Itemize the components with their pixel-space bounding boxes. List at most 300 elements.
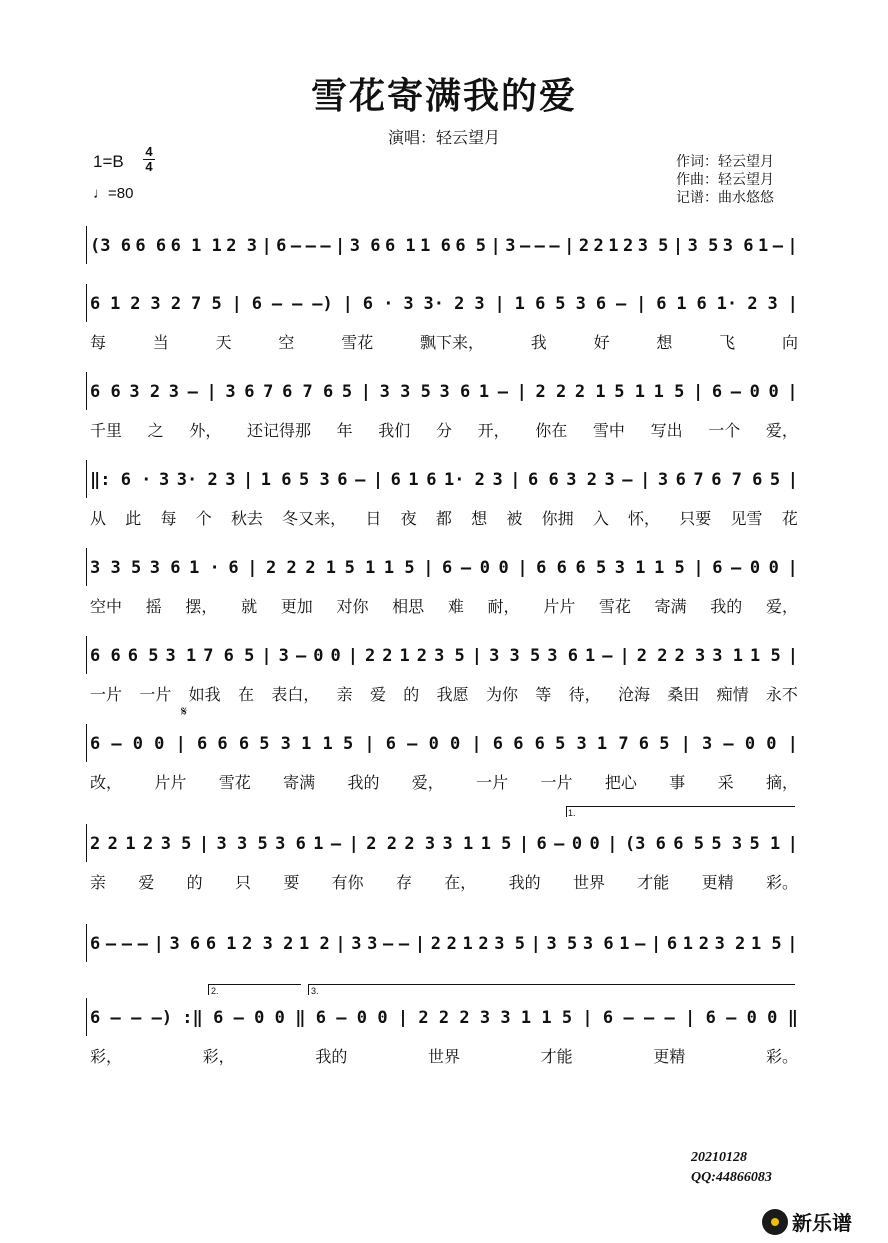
note-group: 1 5 [541,1008,573,1028]
note-group: 6 6 [196,734,228,754]
lyric-word: 寄满 [283,775,316,792]
barline: | [787,470,798,490]
note-group: – [110,1008,121,1028]
note-group: 6 5 [127,646,159,666]
note-group: 1· 2 [716,294,758,314]
note-group: 3 5 [160,834,192,854]
barline: | [348,834,359,854]
barline: | [231,294,242,314]
note-group: 7 6 5 [203,646,255,666]
note-group: 6 [251,294,263,314]
barline: | [680,734,691,754]
watermark-text: 新乐谱 [792,1211,852,1235]
note-group: 1 6 [420,236,451,256]
barline: | [787,382,798,402]
barline: | [685,1008,696,1028]
notation-row [90,378,798,406]
note-group: – [602,646,613,666]
barline-start [86,226,87,264]
note-group: 7 [693,470,704,490]
note-group: 1 [125,834,136,854]
note-group: 7 6 5 [618,734,670,754]
barline-start [86,824,87,862]
lyric-word: 彩。 [765,1049,798,1066]
note-group: – [623,1008,634,1028]
note-group: 6 [385,734,397,754]
lyric-word: 世界 [572,875,605,892]
note-group: 3 5 [546,934,578,954]
note-group: 6 5 [455,236,487,256]
note-group: 2 [365,646,376,666]
notation-row [90,1004,798,1032]
lyric-word: 好 [593,335,610,352]
note-group: 1 [676,294,687,314]
note-group: 6 6 [492,734,524,754]
lyric-word: 等 [535,687,552,704]
lyric-word: 待， [568,687,601,704]
notation-row [90,466,798,494]
note-group: 5 3 [555,294,586,314]
lyric-word: 摘， [765,775,798,792]
lyric-word: 之 [147,423,164,440]
barline: | [247,558,258,578]
lyric-word: 只要 [679,511,712,528]
lyric-word: 片片 [543,599,576,616]
note-group: 2 2 [366,834,397,854]
lyric-word: 你拥 [541,511,574,528]
lyric-word: 沧海 [617,687,650,704]
note-group: 2 [622,236,634,256]
note-group: 6 6 [135,236,167,256]
note-group: 3 3 5 [489,646,541,666]
lyrics-row [90,770,798,793]
note-group: 3 1 [712,646,743,666]
barline: ‖ [295,1008,306,1028]
lyrics-row [90,506,798,529]
barline: | [471,734,482,754]
lyric-word: 彩， [202,1049,235,1066]
lyric-word: 把心 [604,775,637,792]
lyric-word: 我们 [378,423,411,440]
note-group: 2 3 2 [242,934,294,954]
note-group: 3 [158,470,170,490]
note-group: 1 6 [260,470,292,490]
barline: –) :‖ [151,1008,203,1028]
note-group: – [664,1008,675,1028]
barline: | [423,558,434,578]
note-group: 6 [536,834,547,854]
lyric-word: 想 [656,335,673,352]
lyric-word: 为你 [485,687,518,704]
record-disc-icon [762,1209,788,1235]
tempo-marking: ♩=80 [93,185,134,202]
barline: | [651,934,662,954]
note-group: (3 6 [624,834,666,854]
note-group: 1 [399,646,410,666]
volta-label-3: 3. [311,986,319,996]
barline: | [518,834,530,854]
footer-date: 20210128 [691,1150,747,1165]
barline: | [787,734,798,754]
note-group: 6 6 [528,470,559,490]
lyric-word: 都 [435,511,452,528]
note-group: 1 2 [299,934,330,954]
note-group: – [336,1008,347,1028]
note-group: 6 [244,382,255,402]
note-group: 6 [705,1008,716,1028]
note-group: 3 6 [582,934,614,954]
note-group: 1 5 [383,558,415,578]
note-group: 3 3 5 [90,558,142,578]
note-group: 5 [341,382,353,402]
lyric-word: 从 [90,511,107,528]
performer-line: 演唱：轻云望月 [387,130,500,147]
lyric-word: 改， [90,775,123,792]
lyric-word: 我 [530,335,547,352]
note-group: 3 6 [439,382,471,402]
note-group: 1· 2 [443,470,485,490]
note-group: 2 [416,646,428,666]
lyric-word: 爱， [411,775,444,792]
note-group: 2 [90,834,101,854]
note-group: 6 · [362,294,394,314]
barline-start [86,460,87,498]
barline: | [516,382,527,402]
note-group: 3 6 [275,834,306,854]
note-group: 3 [278,646,289,666]
note-group: 0 [744,734,756,754]
note-group: 6 [90,934,101,954]
note-group: 6 6 [536,558,567,578]
note-group: 3 5 [687,236,719,256]
note-group: 3 1 [576,734,608,754]
note-group: 6 7 6 [282,382,334,402]
lyric-word: 每 [160,511,177,528]
note-group: 2 2 [535,382,567,402]
lyric-word: 还记得那 [246,423,311,440]
note-group: 3 3 5 [216,834,268,854]
lyric-word: 我的 [710,599,743,616]
notation-row [90,290,798,318]
note-group: 3· 2 [423,294,465,314]
lyric-word: 年 [336,423,353,440]
note-group: 3 6 [722,236,754,256]
lyric-word: 当 [152,335,169,352]
note-group: 0 [377,1008,388,1028]
note-group: 6 [337,470,348,490]
lyric-word: 我的 [508,875,541,892]
lyric-word: 被 [506,511,523,528]
note-group: 3 5 [494,934,525,954]
lyric-word: 爱， [765,599,798,616]
lyric-word: 天 [215,335,232,352]
note-group: 1 5 [750,934,782,954]
page-title: 雪花寄满我的爱 [310,76,577,117]
lyric-word: 我的 [347,775,380,792]
barline: | [261,236,272,256]
note-group: 5 3 [299,470,330,490]
lyric-word: 爱 [369,687,386,704]
note-group: 6 5 [238,734,270,754]
note-group: 1 [408,470,419,490]
note-group: 6 6 [90,382,121,402]
note-group: 6 [90,734,101,754]
lyrics-row [90,418,798,441]
note-group: – [398,934,410,954]
note-group: – [290,236,302,256]
note-group: 2 [430,934,441,954]
note-group: – [187,382,198,402]
note-group: 5 [769,470,781,490]
site-watermark [762,1207,852,1236]
key-signature: 1=B [93,152,124,171]
note-group: 2 [478,934,489,954]
note-group: – [723,734,734,754]
note-group: 5 3 [711,834,743,854]
note-group: 1 5 [654,558,685,578]
note-group: 2 [698,934,709,954]
time-signature [143,146,155,173]
note-group: 6 [595,294,607,314]
note-group: 2 [382,646,393,666]
lyric-word: 一个 [708,423,741,440]
lyric-word: 更精 [701,875,734,892]
lyrics-row [90,1044,798,1067]
note-group: 0 [749,382,760,402]
barline: | [510,470,521,490]
lyric-word: 采 [717,775,734,792]
lyric-word: 对你 [336,599,369,616]
note-group: 1 [478,382,490,402]
barline: | [261,646,272,666]
note-group: – [726,1008,737,1028]
note-group: – [271,294,283,314]
lyric-word: 桑田 [667,687,700,704]
note-group: 3 1 [614,558,646,578]
note-group: 3 1 [165,646,197,666]
lyric-word: 雪花 [341,335,374,352]
note-group: 3 2 [714,934,746,954]
note-group: 0 [428,734,439,754]
note-group: 6 5 [534,734,566,754]
lyrics-row [90,682,798,705]
volta-bracket-3 [308,984,795,995]
note-group: 0 [767,1008,778,1028]
note-group: – [131,1008,142,1028]
barline: | [198,834,210,854]
note-group: 2 [578,236,590,256]
note-group: – [105,934,117,954]
lyric-word: 我愿 [436,687,469,704]
note-group: 1 6 [514,294,546,314]
barline-start [86,372,87,410]
note-group: –) [312,294,333,314]
note-group: 3 [403,294,414,314]
note-group: 2 [130,294,141,314]
note-group: 3 [767,294,778,314]
barline: | [640,470,651,490]
note-group: 1 [608,236,619,256]
note-group: – [460,558,472,578]
notation-row [90,232,798,260]
note-group: – [730,382,741,402]
volta-bracket-2 [208,984,301,995]
lyric-word: 更加 [280,599,313,616]
note-group: 3 1 [500,1008,532,1028]
lyric-word: 摆， [185,599,218,616]
notation-row [90,830,798,858]
note-group: – [137,934,148,954]
note-group: 6 [711,382,723,402]
note-group: 2 1 [305,558,337,578]
note-group: – [731,558,742,578]
barline: | [347,646,358,666]
note-group: 0 [330,646,341,666]
barline: | [175,734,186,754]
footer [691,1148,772,1188]
volta-label-1: 1. [568,808,576,818]
lyric-word: 痴情 [716,687,749,704]
note-group: 3 6 [349,236,381,256]
barline-start [86,998,87,1036]
notation-row [90,554,798,582]
time-denominator: 4 [145,159,153,174]
lyric-word: 在， [444,875,477,892]
lyric-word: 在 [237,687,254,704]
lyric-word: 雪花 [598,599,631,616]
lyric-word: 雪中 [592,423,625,440]
note-group: – [549,236,560,256]
notation-row [90,930,798,958]
note-group: 2 [446,934,457,954]
segno-sign: 𝄋 [181,703,188,719]
lyric-word: 怀， [628,511,661,528]
lyric-word: 开， [477,423,510,440]
lyric-word: 我的 [315,1049,348,1066]
barline: | [397,1008,409,1028]
note-group: 5 1 [749,834,781,854]
barline: | [414,934,426,954]
lyric-word: 亲 [90,875,107,892]
note-group: 5 1 [344,558,376,578]
lyric-word: 个 [195,511,212,528]
barline: | [342,294,353,314]
lyric-word: 你在 [535,423,568,440]
note-group: 3 [474,294,485,314]
note-group: 2 2 [636,646,668,666]
notation-row [90,730,798,758]
lyric-word: 千里 [90,423,123,440]
note-group: – [519,236,531,256]
lyric-word: 彩， [90,1049,123,1066]
lyric-word: 冬又来， [282,511,347,528]
note-group: 3 [367,934,378,954]
lyric-word: 摇 [145,599,162,616]
barline: | [619,646,630,666]
note-group: 6 [602,1008,614,1028]
note-group: 2 [593,236,604,256]
barline-start [86,724,87,762]
note-group: 1 5 [750,646,781,666]
note-group: 3 [225,470,236,490]
volta-bracket-1 [566,806,795,817]
note-group: 6 [315,1008,326,1028]
lyric-word: 空 [278,335,295,352]
note-group: 3 [225,382,236,402]
note-group: 3 2 [566,470,597,490]
note-group: 6 [90,294,101,314]
lyric-word: 如我 [188,687,221,704]
note-group: – [772,236,783,256]
lyric-word: 爱 [138,875,155,892]
lyric-word: 有你 [331,875,364,892]
note-group: 1 [757,236,769,256]
note-group: – [292,294,303,314]
lyric-word: 写出 [650,423,683,440]
lyric-word: 存 [395,875,412,892]
note-group: 3 [492,470,503,490]
note-group: 7 [263,382,274,402]
note-group: 1 [682,934,694,954]
lyric-word: 亲 [336,687,353,704]
note-group: 6 6 [90,646,121,666]
note-group: – [534,236,545,256]
barline-start [86,548,87,586]
lyrics-row [90,870,798,893]
lyric-word: 才能 [637,875,670,892]
note-group: – [615,294,627,314]
note-group: 0 [766,734,777,754]
lyric-word: 耐， [487,599,520,616]
note-group: 2 2 [266,558,297,578]
lyric-word: 一片 [90,687,123,704]
transcriber-credit: 记谱：曲水悠悠 [676,189,774,205]
note-group: 3 2 [150,294,182,314]
note-group: 0 [313,646,324,666]
barline: | [206,382,217,402]
barline-start [86,924,87,962]
note-group: 6 5 [673,834,704,854]
note-group: 3 6 [547,646,578,666]
note-group: 0 [356,1008,368,1028]
note-group: 1 5 [322,734,354,754]
note-group: – [320,236,331,256]
barline: | [787,236,798,256]
note-group: – [355,470,366,490]
note-group: – [497,382,508,402]
note-group: 5 1 [614,382,645,402]
note-group: 6 [675,470,686,490]
barline: | [672,236,684,256]
barline: | [471,646,483,666]
note-group: 3 [604,470,615,490]
note-group: 0 [768,382,779,402]
note-group: 6 1 [384,236,416,256]
note-group: 2 1 [574,382,606,402]
note-group: – [330,834,342,854]
lyric-word: 才能 [540,1049,573,1066]
note-group: – [305,236,316,256]
note-group: 2 [107,834,118,854]
note-group: 0 [254,1008,265,1028]
barline: | [335,236,346,256]
barline: | [636,294,647,314]
note-group: 0 [589,834,600,854]
note-group: – [233,1008,244,1028]
notation-row [90,642,798,670]
note-group: 2 [143,834,154,854]
lyric-word: 向 [781,335,798,352]
